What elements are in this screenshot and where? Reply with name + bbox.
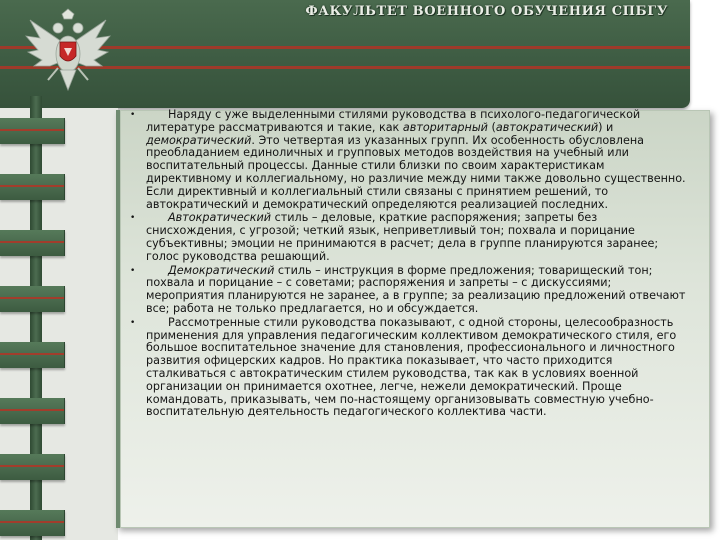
bullet: • — [130, 213, 136, 224]
sidebar-plank — [0, 398, 65, 424]
paragraph-3 — [130, 263, 686, 316]
paragraph-text: стиль – инструкция в форме предложения; товарищеский тон; похвала и порицание – с советами; распоряжения и запреты – с дискуссиями; мероприятия планируются не заранее, а в группе; за реализацию предложений отвечают все; работа не только предлагается, но и обсуждается. — [146, 263, 686, 315]
bullet: • — [130, 317, 136, 328]
sidebar-plank — [0, 454, 65, 480]
paragraph-text: . Это четвертая из указанных групп. Их особенность обусловлена преобладанием единоличных и групповых методов воздействия на учебный или воспитательный процессы. Данные стили близки по своим характеристикам директивному и коллегиальному, но различие между ними также довольно существенно. Если директивный и коллегиальный стили связаны с принятием решений, то автократический и демократический определяются реализацией последних. — [146, 133, 686, 211]
emphasis: Демократический — [168, 263, 275, 277]
emphasis: автократический — [495, 120, 599, 134]
paragraph-text: ) и — [598, 120, 614, 134]
paragraph-1 — [130, 108, 686, 211]
bullet: • — [130, 265, 136, 276]
sidebar-plank — [0, 174, 65, 200]
paragraph-text: стиль – деловые, краткие распоряжения; запреты без снисхождения, с угрозой; четкий язык, неприветливый тон; похвала и порицание субъективны; эмоции не принимаются в расчет; дела в группе планируются заранее; голос руководства решающий. — [146, 211, 659, 263]
emphasis: авторитарный — [402, 120, 488, 134]
bullet: • — [130, 110, 136, 120]
page-title: ФАКУЛЬТЕТ ВОЕННОГО ОБУЧЕНИЯ СПБГУ — [305, 4, 668, 19]
sidebar-plank — [0, 510, 65, 536]
emphasis: демократический — [146, 133, 252, 147]
paragraph-4 — [130, 315, 686, 419]
paragraph-text: Наряду с уже выделенными стилями руководства в психолого-педагогической литературе рассматриваются и такие, как — [146, 108, 641, 134]
content-text — [130, 109, 686, 420]
sidebar-plank — [0, 118, 65, 144]
sidebar-plank — [0, 286, 65, 312]
double-headed-eagle-emblem-icon — [20, 8, 116, 100]
paragraph-text: ( — [487, 120, 496, 134]
paragraph-text: Рассмотренные стили руководства показывают, с одной стороны, целесообразность применения для управления педагогическим коллективом демократического стиля, его большое воспитательное значение для становления, профессионального и личностного развития офицерских кадров. Но практика показывает, что часто приходится сталкиваться с автократическим стилем руководства, так как в условиях военной организации он принимается охотнее, легче, нежели демократический. Проще командовать, приказывать, чем по-настоящему организовывать совместную учебно-воспитательную деятельность педагогического коллектива части. — [146, 315, 677, 419]
sidebar-plank — [0, 230, 65, 256]
sidebar-plank — [0, 342, 65, 368]
emphasis: Автократический — [168, 211, 272, 225]
header-banner — [0, 0, 690, 108]
paragraph-2 — [130, 211, 686, 263]
